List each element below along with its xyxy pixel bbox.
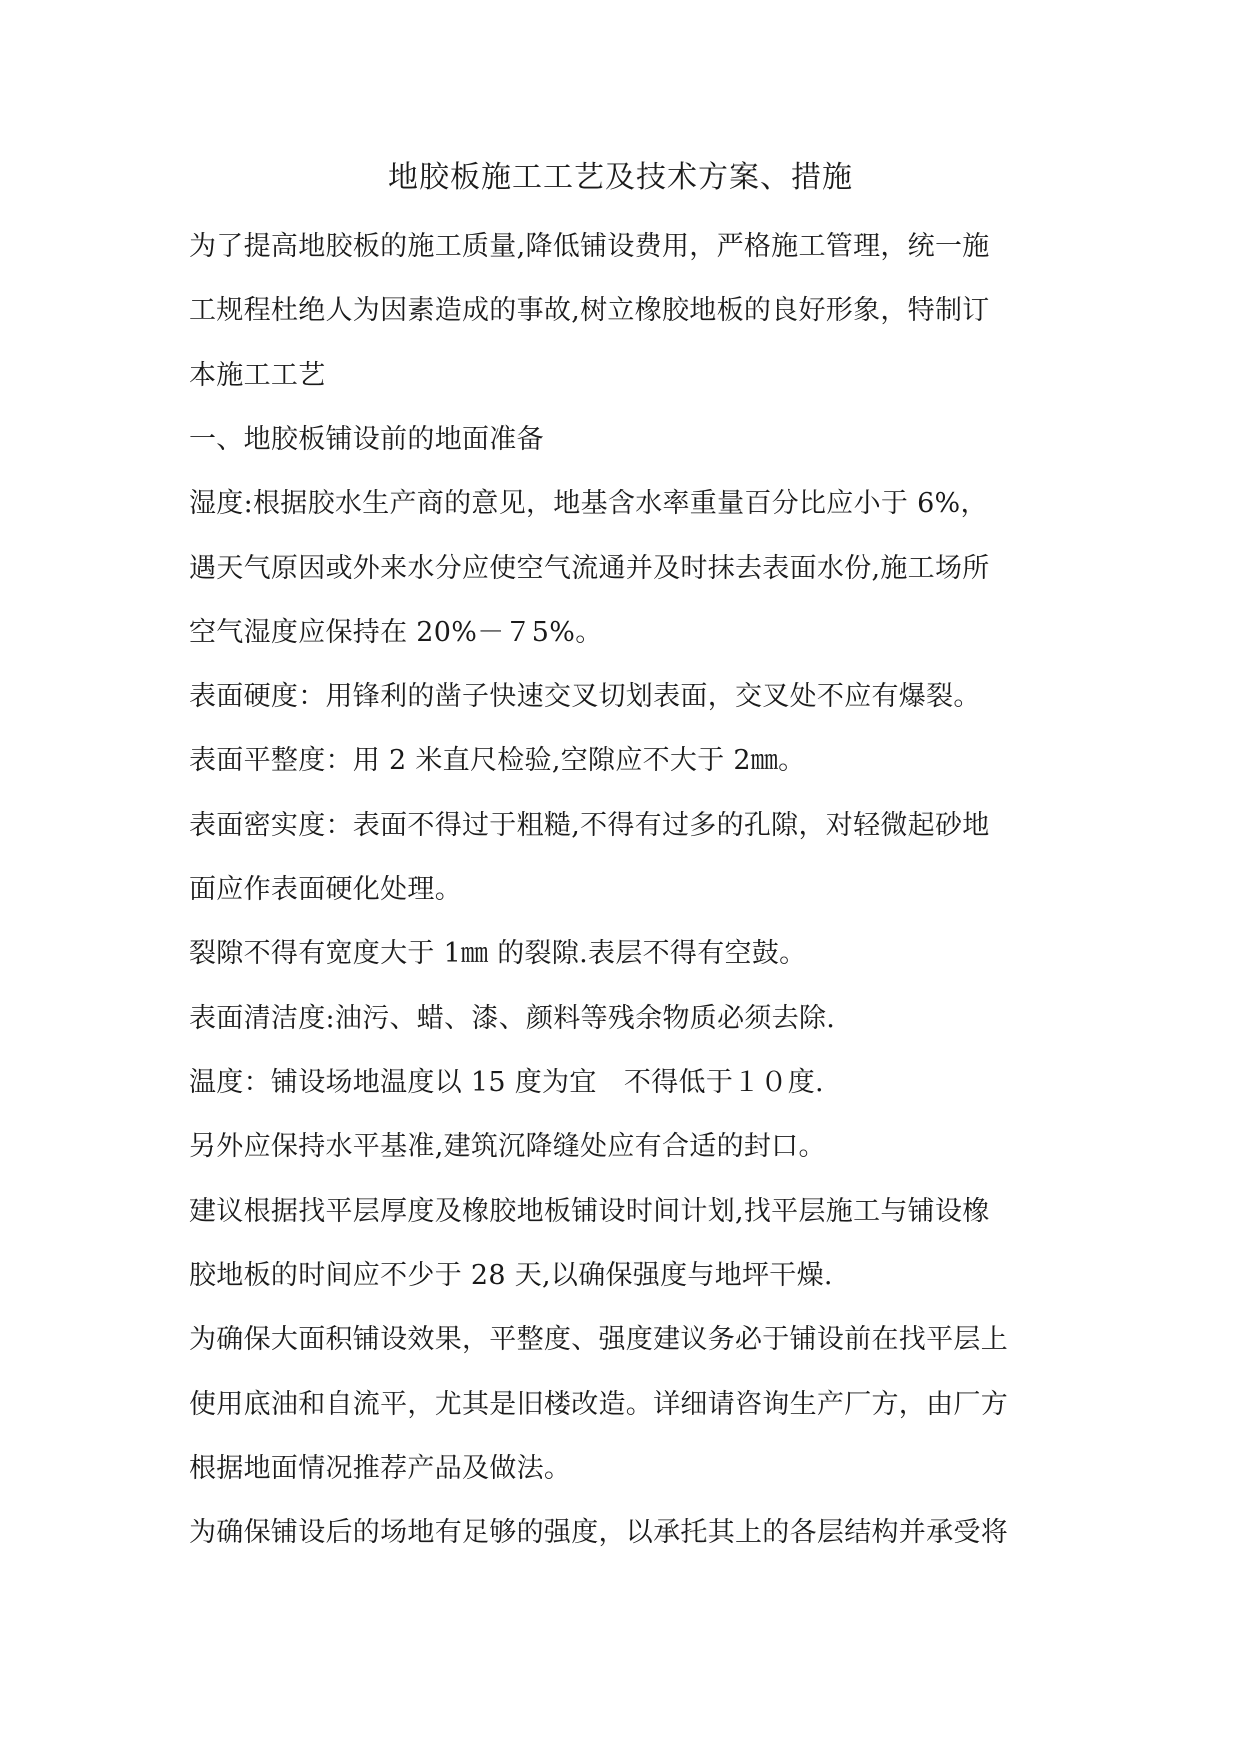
paragraph-line: 温度：铺设场地温度以 15 度为宜 不得低于１０度.: [189, 1067, 824, 1098]
section-heading: 一、地胶板铺设前的地面准备: [189, 424, 544, 455]
paragraph-line: 表面清洁度:油污、蜡、漆、颜料等残余物质必须去除.: [189, 1003, 836, 1034]
paragraph-line: 另外应保持水平基准,建筑沉降缝处应有合适的封口。: [189, 1131, 826, 1162]
document-title: 地胶板施工工艺及技术方案、措施: [388, 160, 853, 195]
paragraph-line: 湿度:根据胶水生产商的意见，地基含水率重量百分比应小于 6%，: [189, 488, 988, 519]
paragraph-line: 面应作表面硬化处理。: [189, 874, 462, 905]
paragraph-line: 表面硬度：用锋利的凿子快速交叉切划表面，交叉处不应有爆裂。: [189, 681, 981, 712]
paragraph-line: 根据地面情况推荐产品及做法。: [189, 1453, 572, 1484]
paragraph-line: 为确保铺设后的场地有足够的强度，以承托其上的各层结构并承受将: [189, 1517, 1008, 1548]
paragraph-line: 表面密实度：表面不得过于粗糙,不得有过多的孔隙，对轻微起砂地: [189, 810, 990, 841]
paragraph-line: 为了提高地胶板的施工质量,降低铺设费用，严格施工管理，统一施: [189, 231, 990, 262]
paragraph-line: 遇天气原因或外来水分应使空气流通并及时抹去表面水份,施工场所: [189, 553, 990, 584]
paragraph-line: 空气湿度应保持在 20%－７5%。: [189, 617, 603, 648]
paragraph-line: 裂隙不得有宽度大于 1㎜ 的裂隙.表层不得有空鼓。: [189, 938, 807, 969]
paragraph-line: 工规程杜绝人为因素造成的事故,树立橡胶地板的良好形象，特制订: [189, 295, 990, 326]
paragraph-line: 表面平整度：用 2 米直尺检验,空隙应不大于 2㎜。: [189, 745, 806, 776]
paragraph-line: 使用底油和自流平，尤其是旧楼改造。详细请咨询生产厂方，由厂方: [189, 1389, 1008, 1420]
paragraph-line: 胶地板的时间应不少于 28 天,以确保强度与地坪干燥.: [189, 1260, 833, 1291]
paragraph-line: 本施工工艺: [189, 360, 326, 391]
paragraph-line: 建议根据找平层厚度及橡胶地板铺设时间计划,找平层施工与铺设橡: [189, 1196, 990, 1227]
paragraph-line: 为确保大面积铺设效果，平整度、强度建议务必于铺设前在找平层上: [189, 1324, 1008, 1355]
